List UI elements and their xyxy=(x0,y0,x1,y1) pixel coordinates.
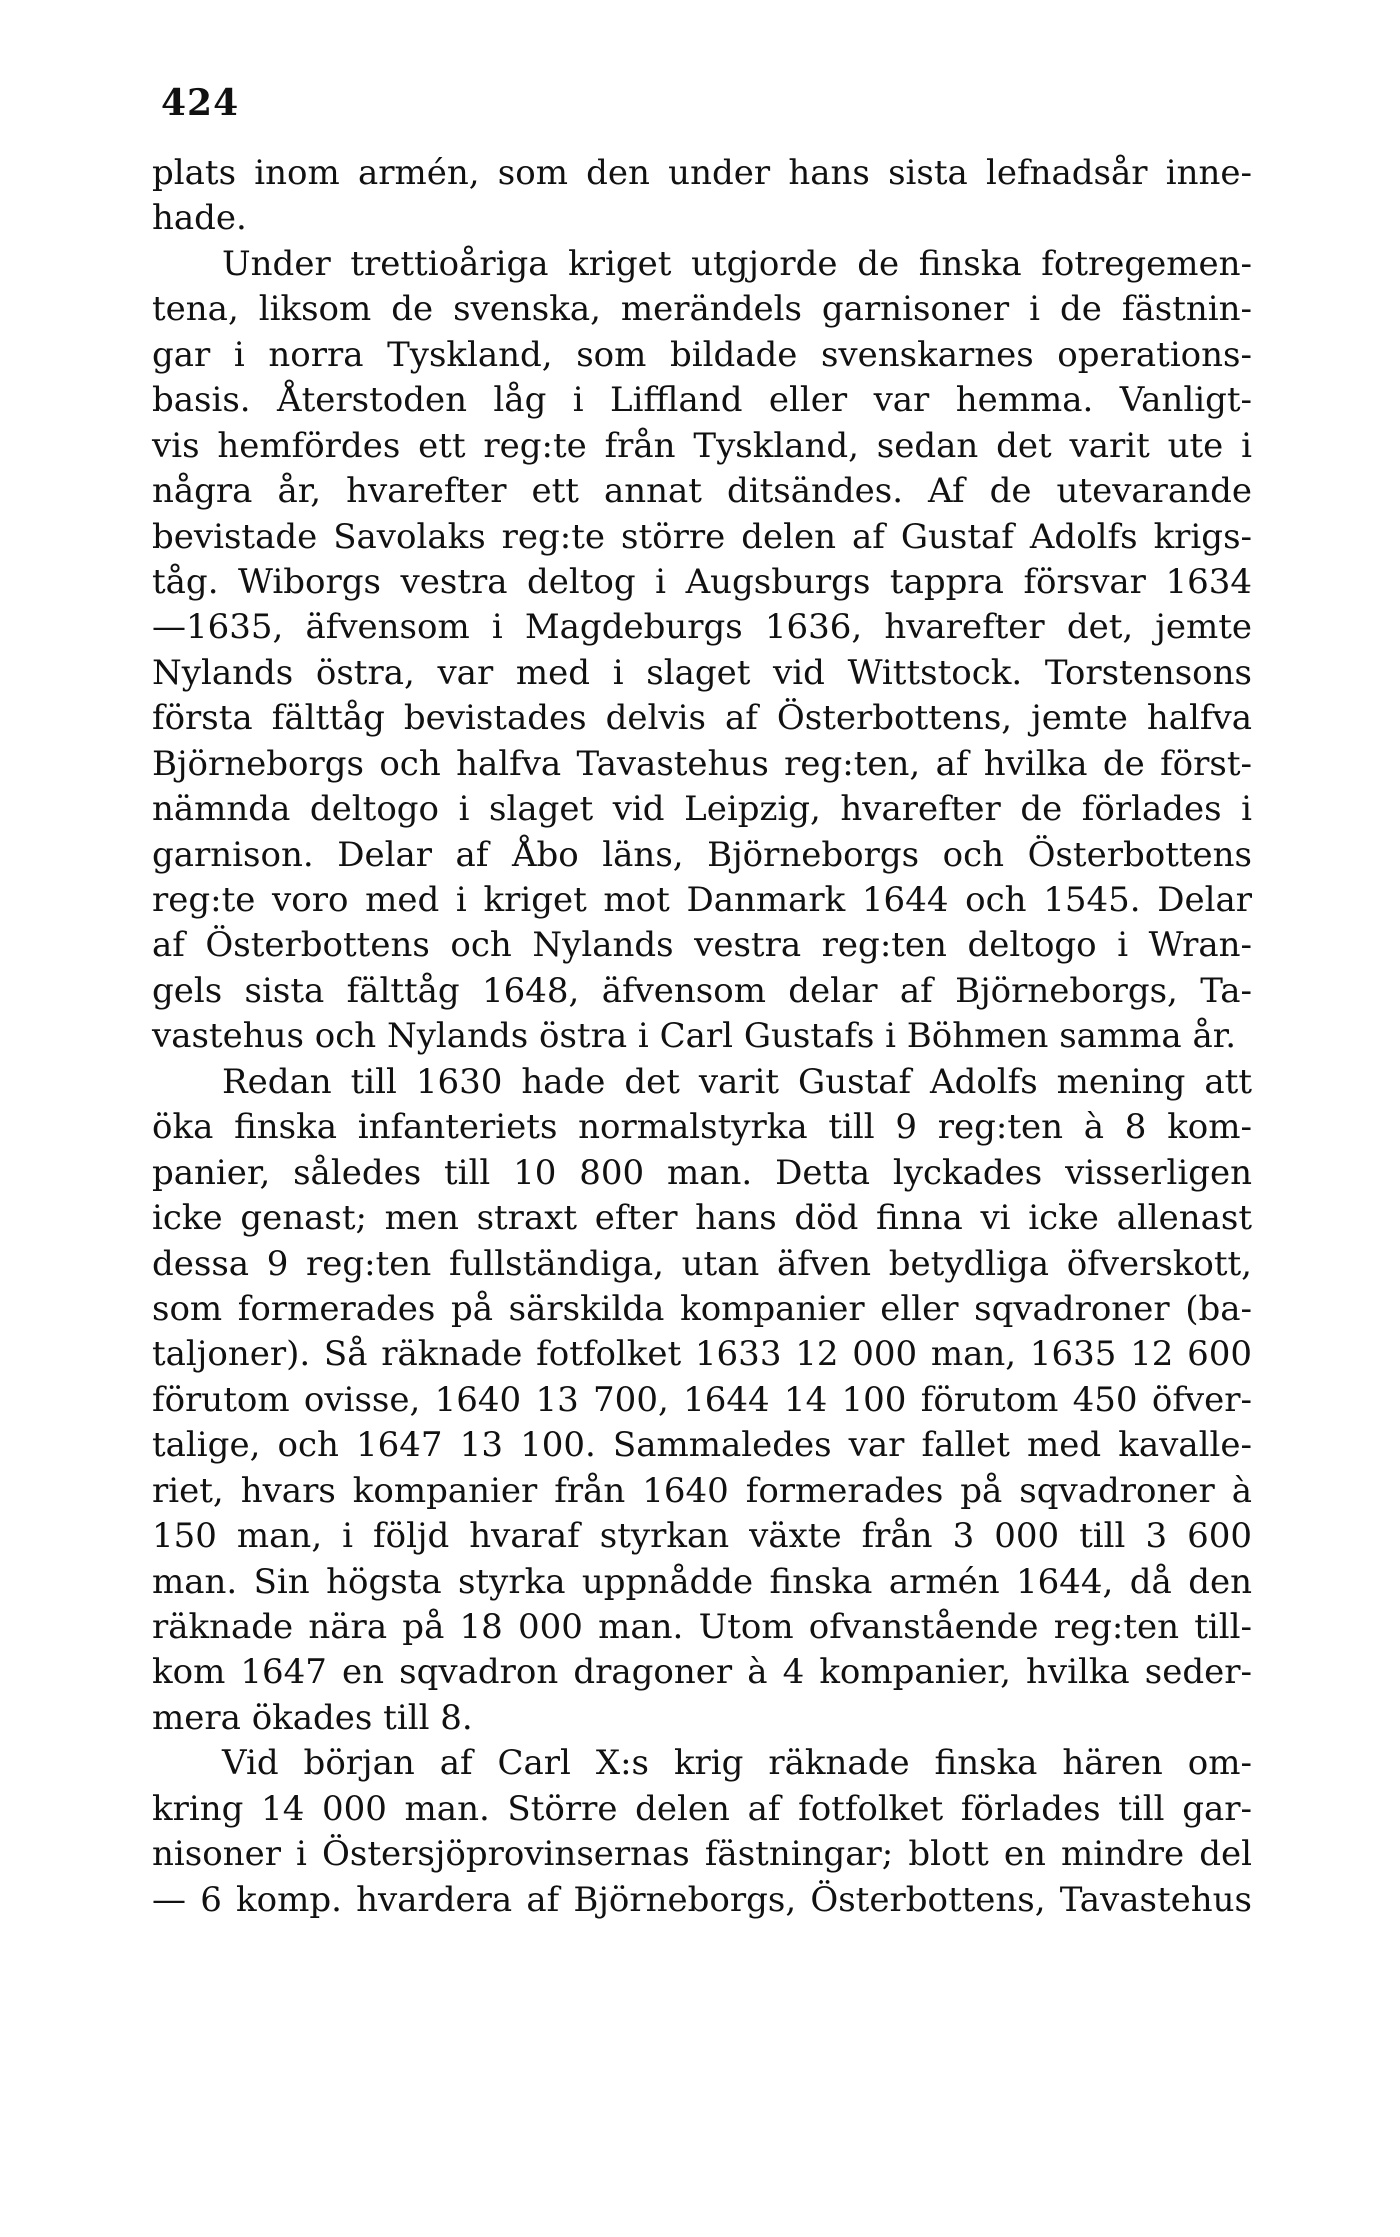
text-line: öka finska infanteriets normalstyrka till 9 reg:ten à 8 kom- xyxy=(152,1107,1252,1148)
text-line: räknade nära på 18 000 man. Utom ofvanstående reg:ten till- xyxy=(152,1607,1252,1647)
text-line: kring 14 000 man. Större delen af fotfolket förlades till gar- xyxy=(152,1788,1252,1829)
text-line: reg:te voro med i kriget mot Danmark 1644 och 1545. Delar xyxy=(152,880,1252,920)
text-line: Redan till 1630 hade det varit Gustaf Adolfs mening att xyxy=(222,1061,1252,1102)
text-line: icke genast; men straxt efter hans död finna vi icke allenast xyxy=(152,1198,1252,1239)
text-line: några år, hvarefter ett annat ditsändes. Af de utevarande xyxy=(152,471,1252,512)
text-line: man. Sin högsta styrka uppnådde finska armén 1644, då den xyxy=(152,1561,1252,1602)
text-line: Vid början af Carl X:s krig räknade finska hären om- xyxy=(222,1743,1252,1784)
text-line: tåg. Wiborgs vestra deltog i Augsburgs tappra försvar 1634 xyxy=(152,561,1252,602)
text-line: Under trettioåriga kriget utgjorde de finska fotregemen- xyxy=(222,243,1252,284)
text-line: vis hemfördes ett reg:te från Tyskland, sedan det varit ute i xyxy=(152,425,1252,466)
text-line: kom 1647 en sqvadron dragoner à 4 kompanier, hvilka seder- xyxy=(152,1652,1252,1693)
text-line: som formerades på särskilda kompanier eller sqvadroner (ba- xyxy=(152,1288,1252,1329)
text-line: 150 man, i följd hvaraf styrkan växte från 3 000 till 3 600 xyxy=(152,1516,1252,1557)
text-line: panier, således till 10 800 man. Detta lyckades visserligen xyxy=(152,1152,1252,1193)
text-line: Nylands östra, var med i slaget vid Wittstock. Torstensons xyxy=(152,652,1252,693)
text-line: dessa 9 reg:ten fullständiga, utan äfven betydliga öfverskott, xyxy=(152,1243,1252,1284)
text-line: taljoner). Så räknade fotfolket 1633 12 000 man, 1635 12 600 xyxy=(152,1334,1252,1375)
text-line: riet, hvars kompanier från 1640 formerades på sqvadroner à xyxy=(152,1470,1252,1511)
text-line: af Österbottens och Nylands vestra reg:ten deltogo i Wran- xyxy=(152,925,1252,966)
text-line: första fälttåg bevistades delvis af Österbottens, jemte halfva xyxy=(152,698,1252,739)
text-line: talige, och 1647 13 100. Sammaledes var fallet med kavalle- xyxy=(152,1425,1252,1466)
text-line: —1635, äfvensom i Magdeburgs 1636, hvarefter det, jemte xyxy=(152,607,1252,648)
text-line: bevistade Savolaks reg:te större delen af Gustaf Adolfs krigs- xyxy=(152,516,1252,557)
text-line: nämnda deltogo i slaget vid Leipzig, hvarefter de förlades i xyxy=(152,789,1252,830)
body-text xyxy=(152,151,1252,1923)
text-line: mera ökades till 8. xyxy=(152,1697,473,1738)
text-line: Björneborgs och halfva Tavastehus reg:ten, af hvilka de först- xyxy=(152,743,1252,784)
text-line: hade. xyxy=(152,198,247,239)
text-line: gels sista fälttåg 1648, äfvensom delar af Björneborgs, Ta- xyxy=(152,970,1252,1011)
text-line: förutom ovisse, 1640 13 700, 1644 14 100 förutom 450 öfver- xyxy=(152,1379,1252,1420)
text-line: vastehus och Nylands östra i Carl Gustafs i Böhmen samma år. xyxy=(152,1016,1237,1057)
text-line: gar i norra Tyskland, som bildade svenskarnes operations- xyxy=(152,334,1252,375)
text-line: basis. Återstoden låg i Liffland eller var hemma. Vanligt- xyxy=(152,380,1252,421)
text-line: garnison. Delar af Åbo läns, Björneborgs och Österbottens xyxy=(152,834,1252,875)
text-line: tena, liksom de svenska, merändels garnisoner i de fästnin- xyxy=(152,289,1252,330)
page-number: 424 xyxy=(161,82,240,124)
text-line: nisoner i Östersjöprovinsernas fästningar; blott en mindre del xyxy=(152,1834,1252,1875)
text-line: plats inom armén, som den under hans sista lefnadsår inne- xyxy=(152,153,1252,193)
text-line: — 6 komp. hvardera af Björneborgs, Österbottens, Tavastehus xyxy=(152,1879,1252,1920)
